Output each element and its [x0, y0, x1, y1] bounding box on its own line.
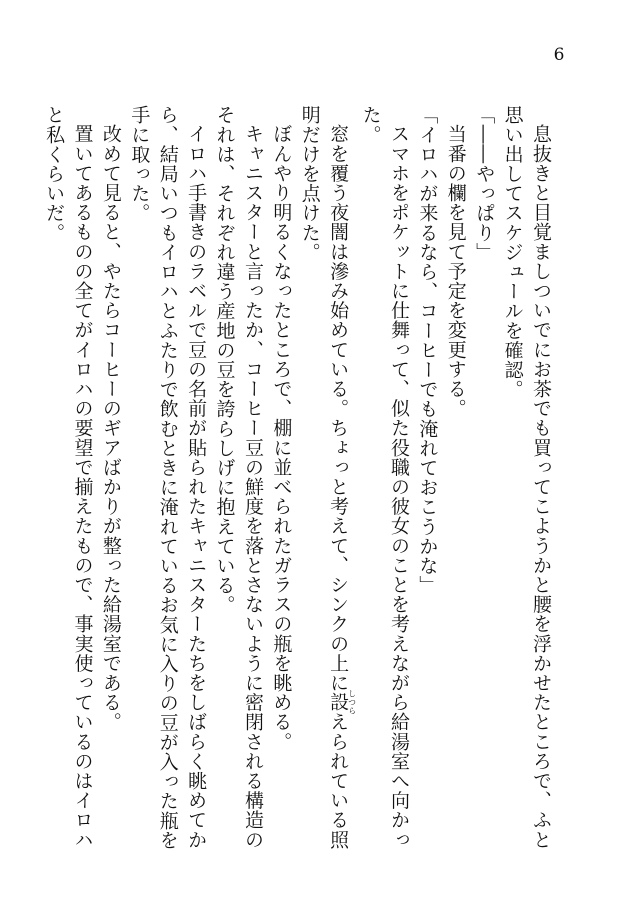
ruby-reading: しつら	[347, 689, 357, 716]
paragraph: 当番の欄を見て予定を変更する。	[444, 124, 467, 418]
paragraph: キャニスターと言ったか、コーヒー豆の鮮度を落とさないように密閉される構造のそれは、それぞれ違う産地の豆を誇らしげに抱えている。	[213, 105, 264, 850]
paragraph: イロハ手書きのラベルで豆の名前が貼られたキャニスターたちをしばらく眺めてから、結局いつもイロハとふたりで飲むときに淹れているお気に入りの豆が入った瓶を手に取った。	[128, 105, 208, 850]
ruby-base: 設	[327, 689, 350, 716]
paragraph: 「イロハが来るなら、コーヒーでも淹れておこうかな」	[416, 105, 439, 595]
paragraph: ぼんやり明るくなったところで、棚に並べられたガラスの瓶を眺める。	[270, 124, 293, 752]
page-number: 6	[553, 45, 565, 65]
text-segment: えられている照明だけを点けた。	[298, 105, 350, 850]
text-segment: 窓を覆う夜闇は滲み始めている。ちょっと考えて、シンクの上に	[327, 124, 350, 693]
paragraph: 息抜きと目覚ましついでにお茶でも買ってこようかと腰を浮かせたところで、ふと思い出してスケジュールを確認。	[501, 105, 552, 850]
body-text	[43, 105, 555, 865]
paragraph-with-ruby	[295, 105, 356, 865]
paragraph: 「――やっぱり」	[473, 105, 496, 262]
ruby-annotation	[327, 689, 357, 716]
paragraph: スマホをポケットに仕舞って、似た役職の彼女のことを考えながら給湯室へ向かった。	[359, 105, 410, 850]
paragraph: 改めて見ると、やたらコーヒーのギアばかりが整った給湯室である。	[99, 124, 122, 732]
paragraph: 置いてあるものの全てがイロハの要望で揃えたもので、事実使っているのはイロハと私くらいだ。	[43, 105, 94, 850]
